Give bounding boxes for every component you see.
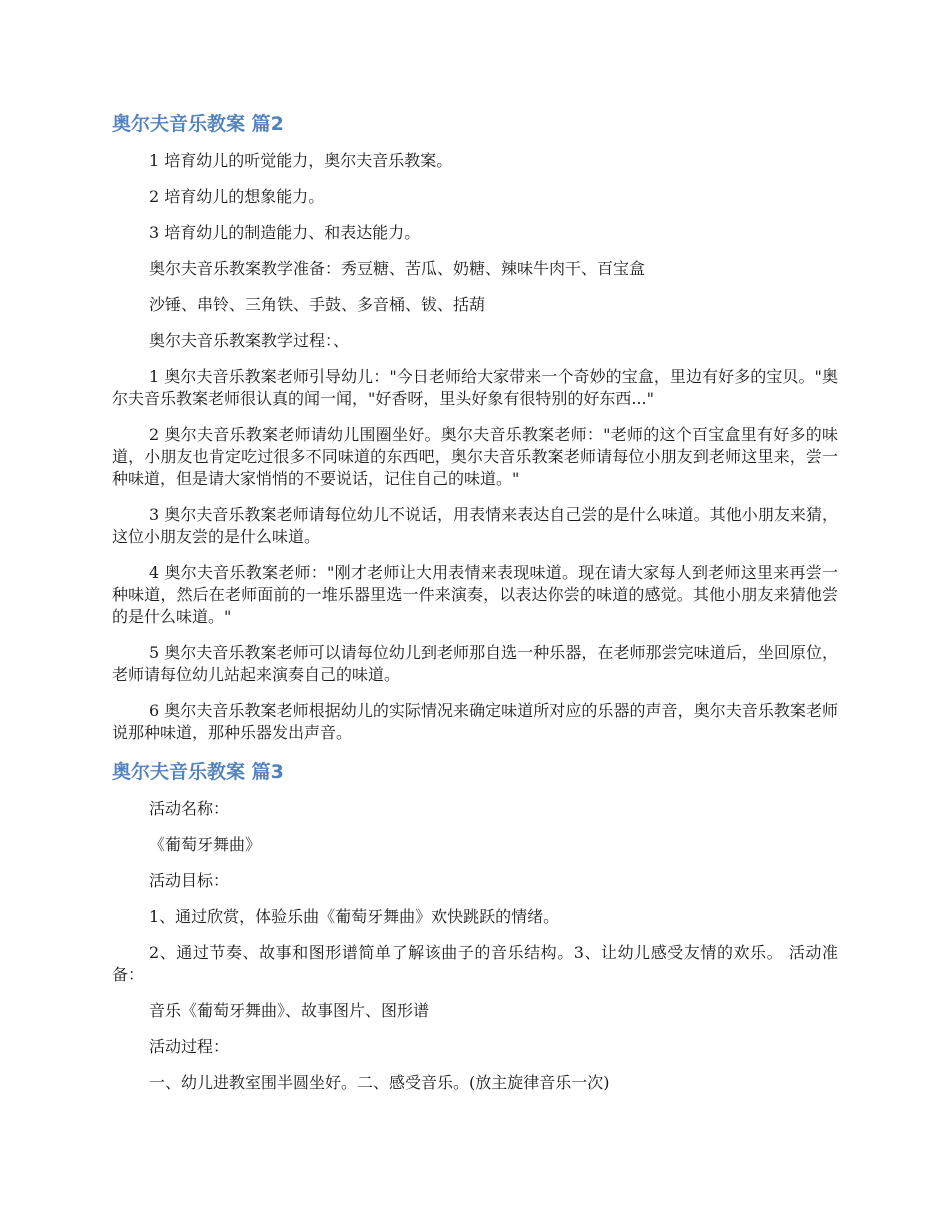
paragraph: 6 奥尔夫音乐教案老师根据幼儿的实际情况来确定味道所对应的乐器的声音，奥尔夫音乐教案老师说那种味道，那种乐器发出声音。 [112, 701, 838, 742]
paragraph: 活动目标： [149, 871, 230, 890]
paragraph: 沙锤、串铃、三角铁、手鼓、多音桶、钹、括葫 [149, 295, 486, 314]
paragraph: 一、幼儿进教室围半圆坐好。二、感受音乐。(放主旋律音乐一次) [149, 1073, 610, 1092]
paragraph: 奥尔夫音乐教案教学准备：秀豆糖、苦瓜、奶糖、辣味牛肉干、百宝盒 [149, 259, 646, 278]
section-3-heading: 奥尔夫音乐教案 篇3 [112, 761, 284, 783]
paragraph: 奥尔夫音乐教案教学过程：、 [149, 331, 350, 350]
paragraph: 4 奥尔夫音乐教案老师："刚才老师让大用表情来表现味道。现在请大家每人到老师这里来再尝一种味道，然后在老师面前的一堆乐器里选一件来演奏，以表达你尝的味道的感觉。其他小朋友来猜他尝的是什么味道。" [112, 563, 838, 626]
section-3 [112, 758, 838, 1094]
paragraph: 2、通过节奏、故事和图形谱简单了解该曲子的音乐结构。3、让幼儿感受友情的欢乐。 活动准备： [112, 943, 838, 984]
paragraph: 活动名称： [149, 799, 230, 818]
paragraph: 1 奥尔夫音乐教案老师引导幼儿："今日老师给大家带来一个奇妙的宝盒，里边有好多的宝贝。"奥尔夫音乐教案老师很认真的闻一闻，"好香呀，里头好象有很特别的好东西..." [112, 367, 838, 408]
section-2 [112, 110, 838, 744]
paragraph: 音乐《葡萄牙舞曲》、故事图片、图形谱 [149, 1001, 430, 1020]
paragraph: 3 培育幼儿的制造能力、和表达能力。 [149, 223, 421, 242]
paragraph: 2 培育幼儿的想象能力。 [149, 187, 325, 206]
paragraph: 活动过程： [149, 1037, 230, 1056]
paragraph: 5 奥尔夫音乐教案老师可以请每位幼儿到老师那自选一种乐器，在老师那尝完味道后，坐回原位，老师请每位幼儿站起来演奏自己的味道。 [112, 643, 838, 684]
paragraph: 1 培育幼儿的听觉能力，奥尔夫音乐教案。 [149, 151, 453, 170]
paragraph: 2 奥尔夫音乐教案老师请幼儿围圈坐好。奥尔夫音乐教案老师："老师的这个百宝盒里有好多的味道，小朋友也肯定吃过很多不同味道的东西吧，奥尔夫音乐教案老师请每位小朋友到老师这里来，尝一种味道，但是请大家悄悄的不要说话，记住自己的味道。" [112, 425, 838, 488]
paragraph: 1、通过欣赏，体验乐曲《葡萄牙舞曲》欢快跳跃的情绪。 [149, 907, 560, 926]
paragraph: 3 奥尔夫音乐教案老师请每位幼儿不说话，用表情来表达自己尝的是什么味道。其他小朋友来猜，这位小朋友尝的是什么味道。 [112, 505, 838, 546]
paragraph: 《葡萄牙舞曲》 [149, 835, 262, 854]
section-2-heading: 奥尔夫音乐教案 篇2 [112, 113, 284, 135]
